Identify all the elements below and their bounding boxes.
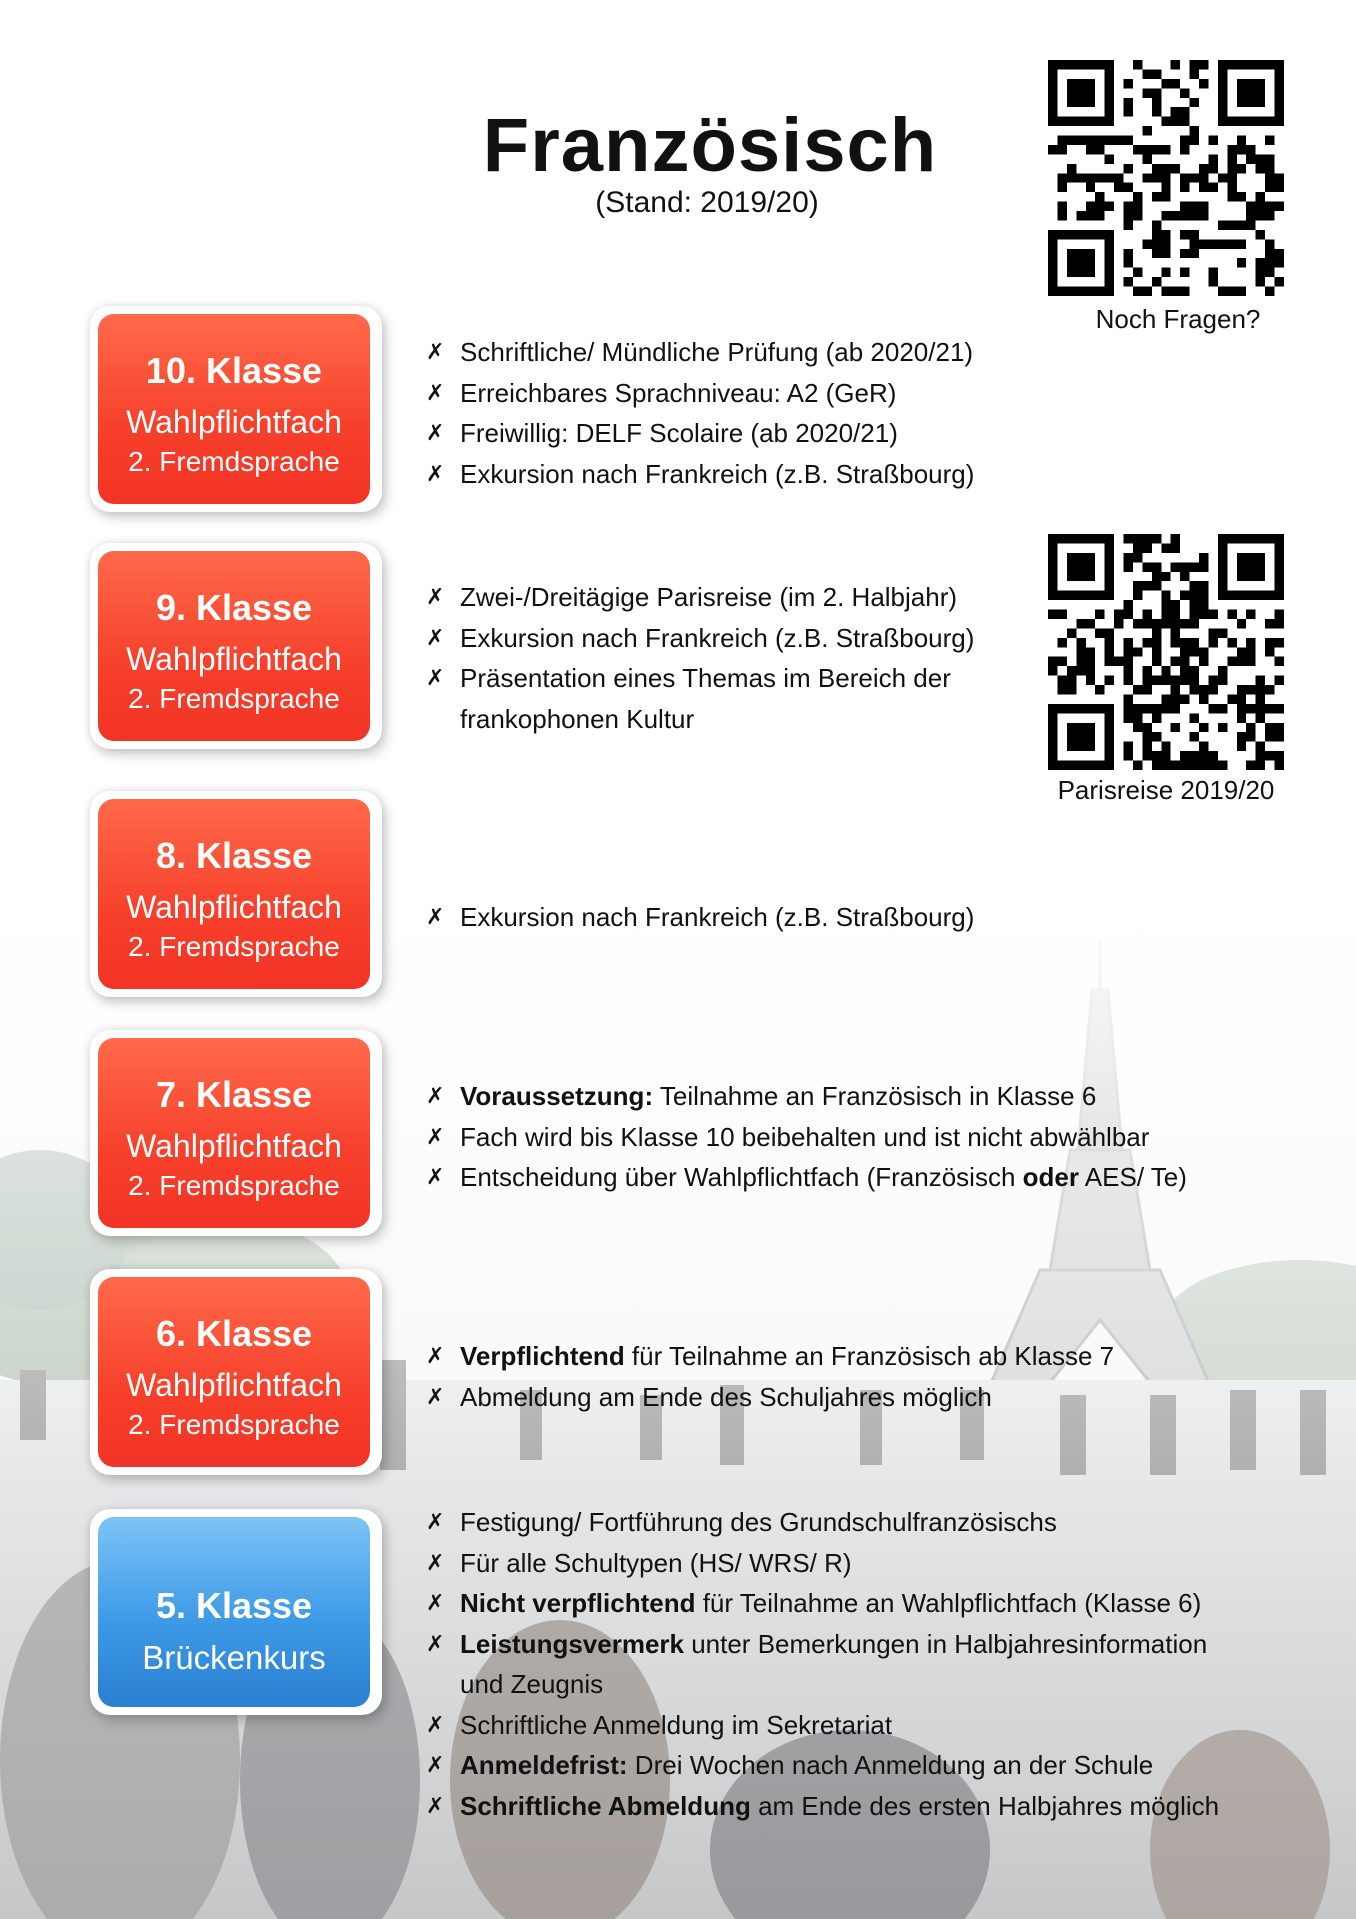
bullet-text: Teilnahme an Französisch in Klasse 6	[653, 1081, 1097, 1111]
cross-bullet-icon: ✗	[426, 904, 445, 929]
cross-bullet-icon: ✗	[426, 1590, 445, 1615]
bullet-item	[426, 413, 974, 454]
bullet-emphasis: Anmeldefrist:	[460, 1750, 628, 1780]
course-type: Wahlpflichtfach	[126, 1367, 342, 1403]
bullet-text: Präsentation eines Themas im Bereich der	[460, 663, 951, 693]
cross-bullet-icon: ✗	[426, 1792, 445, 1818]
grade-card-10	[90, 306, 382, 512]
bullet-text: Freiwillig: DELF Scolaire (ab 2020/21)	[460, 418, 898, 448]
course-subtitle: 2. Fremdsprache	[128, 1170, 340, 1201]
bullet-emphasis: oder	[1022, 1162, 1079, 1192]
page-subtitle: (Stand: 2019/20)	[595, 186, 819, 219]
bullet-text: Für alle Schultypen (HS/ WRS/ R)	[460, 1547, 852, 1578]
bullet-emphasis: Verpflichtend	[460, 1341, 625, 1371]
bullet-item	[426, 1377, 1114, 1418]
bullet-text: Zwei-/Dreitägige Parisreise (im 2. Halbjahr)	[460, 582, 958, 612]
bullet-item	[426, 454, 974, 495]
bullet-text: Schriftliche/ Mündliche Prüfung (ab 2020/21)	[460, 337, 974, 367]
bullet-item	[426, 897, 974, 938]
bullet-item	[426, 1117, 1187, 1158]
bullet-list-6	[426, 1336, 1114, 1417]
course-type: Wahlpflichtfach	[126, 889, 342, 925]
cross-bullet-icon: ✗	[426, 460, 445, 486]
grade-label: 9. Klasse	[155, 587, 313, 628]
bullet-text: für Teilnahme an Wahlpflichtfach (Klasse 6)	[695, 1588, 1202, 1618]
bullet-text: Abmeldung am Ende des Schuljahres möglich	[460, 1381, 992, 1412]
grade-card-8	[90, 791, 382, 997]
bullet-emphasis: Schriftliche Abmeldung	[460, 1790, 751, 1821]
grade-label: 6. Klasse	[155, 1313, 313, 1354]
bullet-text: am Ende des ersten Halbjahres möglich	[750, 1790, 1220, 1821]
bullet-item	[426, 1502, 1219, 1543]
course-subtitle: 2. Fremdsprache	[128, 446, 340, 477]
qr-code-icon	[1048, 60, 1284, 296]
bullet-emphasis: Nicht verpflichtend	[460, 1588, 696, 1618]
grade-label: 7. Klasse	[155, 1074, 313, 1115]
cross-bullet-icon: ✗	[426, 1549, 445, 1575]
bullet-item	[426, 1745, 1219, 1786]
cross-bullet-icon: ✗	[426, 624, 445, 650]
bullet-list-8	[426, 897, 974, 938]
grade-card-6	[90, 1269, 382, 1475]
qr-code-paris-trip[interactable]	[1048, 534, 1284, 770]
bullet-item	[426, 1336, 1114, 1377]
bullet-text: unter Bemerkungen in Halbjahresinformation	[683, 1628, 1208, 1659]
bullet-text-continuation: und Zeugnis	[460, 1669, 604, 1699]
bullet-text: Festigung/ Fortführung des Grundschulfranzösischs	[460, 1507, 1057, 1537]
bullet-item	[426, 1583, 1219, 1624]
course-type: Wahlpflichtfach	[126, 404, 342, 440]
bullet-emphasis: Voraussetzung:	[460, 1081, 654, 1111]
cross-bullet-icon: ✗	[426, 1509, 445, 1534]
bullet-item	[426, 618, 974, 659]
cross-bullet-icon: ✗	[426, 1343, 445, 1368]
cross-bullet-icon: ✗	[426, 1630, 445, 1656]
bullet-emphasis: Leistungsvermerk	[460, 1628, 684, 1659]
course-type: Wahlpflichtfach	[126, 641, 342, 677]
cross-bullet-icon: ✗	[426, 1752, 445, 1777]
bullet-text-continuation: frankophonen Kultur	[460, 703, 695, 734]
bullet-text: AES/ Te)	[1079, 1162, 1187, 1192]
grade-label: 10. Klasse	[145, 350, 323, 391]
course-type: Wahlpflichtfach	[126, 1128, 342, 1164]
grade-card-7	[90, 1030, 382, 1236]
bullet-list-5	[426, 1502, 1219, 1826]
bullet-item	[426, 1624, 1219, 1705]
bullet-item	[426, 1076, 1187, 1117]
bullet-item	[426, 1157, 1187, 1198]
bullet-text: Fach wird bis Klasse 10 beibehalten und ist nicht abwählbar	[460, 1121, 1150, 1152]
bullet-text: Exkursion nach Frankreich (z.B. Straßbourg)	[460, 458, 975, 489]
bullet-text: Erreichbares Sprachniveau: A2 (GeR)	[460, 377, 897, 408]
grade-label: 5. Klasse	[155, 1585, 313, 1626]
qr-caption-questions: Noch Fragen?	[1095, 304, 1261, 334]
qr-caption-paris-trip: Parisreise 2019/20	[1057, 775, 1275, 805]
bullet-item	[426, 1705, 1219, 1746]
cross-bullet-icon: ✗	[426, 1123, 445, 1149]
bullet-list-10	[426, 332, 974, 494]
bullet-item	[426, 1543, 1219, 1584]
page-title: Französisch	[482, 103, 938, 188]
qr-code-icon	[1048, 534, 1284, 770]
grade-card-5	[90, 1509, 382, 1715]
cross-bullet-icon: ✗	[426, 420, 445, 445]
bullet-item	[426, 373, 974, 414]
bullet-item	[426, 332, 974, 373]
grade-card-9	[90, 543, 382, 749]
cross-bullet-icon: ✗	[426, 665, 445, 690]
bullet-text: Exkursion nach Frankreich (z.B. Straßbourg)	[460, 622, 975, 653]
bullet-list-7	[426, 1076, 1187, 1198]
bullet-text: für Teilnahme an Französisch ab Klasse 7	[624, 1341, 1115, 1371]
cross-bullet-icon: ✗	[426, 1711, 445, 1737]
cross-bullet-icon: ✗	[426, 1383, 445, 1409]
cross-bullet-icon: ✗	[426, 1164, 445, 1189]
bullet-item	[426, 577, 974, 618]
cross-bullet-icon: ✗	[426, 1083, 445, 1108]
bullet-text: Entscheidung über Wahlpflichtfach (Französisch	[460, 1162, 1023, 1192]
course-subtitle: 2. Fremdsprache	[128, 683, 340, 714]
cross-bullet-icon: ✗	[426, 584, 445, 609]
bullet-text: Exkursion nach Frankreich (z.B. Straßbourg)	[460, 902, 975, 932]
cross-bullet-icon: ✗	[426, 379, 445, 405]
bullet-item	[426, 1786, 1219, 1827]
bullet-text: Drei Wochen nach Anmeldung an der Schule	[627, 1750, 1154, 1780]
bullet-text: Schriftliche Anmeldung im Sekretariat	[460, 1709, 893, 1740]
qr-code-questions[interactable]	[1048, 60, 1284, 296]
cross-bullet-icon: ✗	[426, 339, 445, 364]
bullet-item	[426, 658, 974, 739]
grade-label: 8. Klasse	[155, 835, 313, 876]
course-subtitle: 2. Fremdsprache	[128, 931, 340, 962]
course-subtitle: 2. Fremdsprache	[128, 1409, 340, 1440]
course-type: Brückenkurs	[142, 1639, 326, 1676]
bullet-list-9	[426, 577, 974, 739]
